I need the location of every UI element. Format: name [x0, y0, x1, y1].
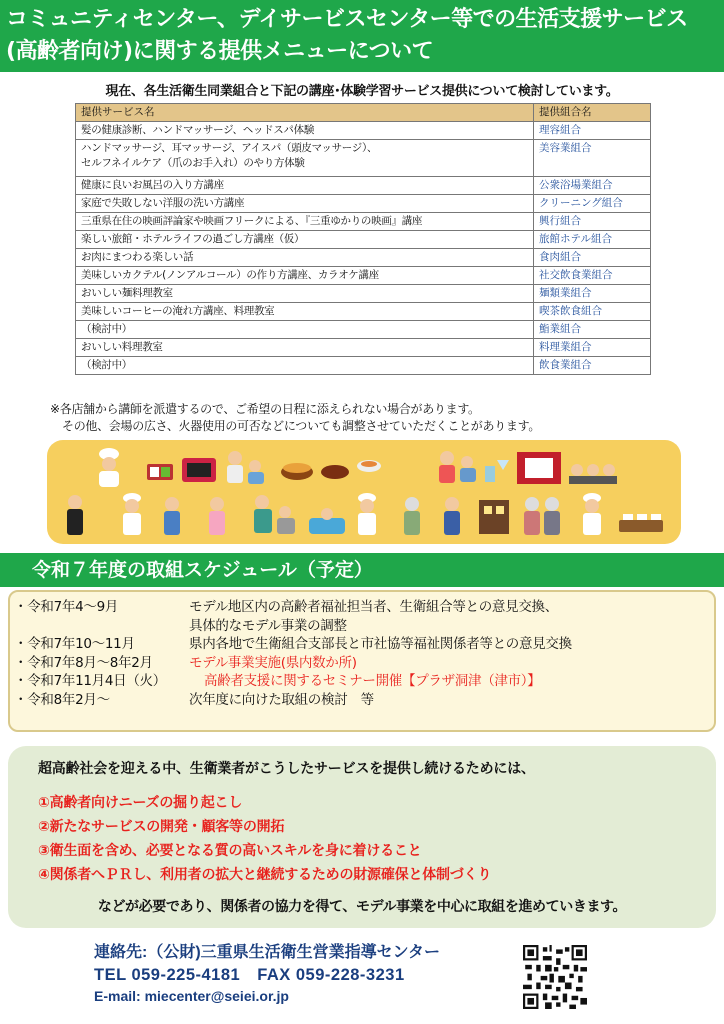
union-name: 食肉組合 [534, 249, 651, 267]
union-name: 理容組合 [534, 122, 651, 140]
schedule-desc: モデル事業実施(県内数か所) [189, 654, 357, 671]
table-row [76, 195, 651, 213]
union-name: 興行組合 [534, 213, 651, 231]
chef-cook-icon [123, 493, 141, 535]
schedule-box [8, 590, 716, 732]
illustration-panel [47, 440, 681, 544]
union-name: 料理業組合 [534, 339, 651, 357]
service-name-line-2: セルフネイルケア（爪のお手入れ）のやり方体験 [81, 157, 305, 169]
schedule-date: ・令和7年10～11月 [14, 636, 135, 652]
summary-point: ①高齢者向けニーズの掘り起こし [38, 795, 243, 811]
service-name: （検討中） [76, 357, 534, 375]
masseur-icon [164, 497, 180, 535]
title-line-1: コミュニティセンター、デイサービスセンター等での生活支援サービス [6, 7, 688, 32]
service-name: 健康に良いお風呂の入り方講座 [76, 177, 534, 195]
service-name: おいしい料理教室 [76, 339, 534, 357]
service-workers-illustration [47, 440, 681, 544]
waiter-icon [67, 495, 83, 535]
table-row [76, 231, 651, 249]
schedule-heading: 令和７年度の取組スケジュール（予定） [0, 553, 724, 587]
union-name: 美容業組合 [534, 140, 651, 177]
service-name: 美味しいカクテル(ノンアルコール）の作り方講座、カラオケ講座 [76, 267, 534, 285]
service-name: おいしい麺料理教室 [76, 285, 534, 303]
schedule-item [14, 672, 714, 691]
summary-point: ③衛生面を含め、必要となる質の高いスキルを身に着けること [38, 843, 422, 859]
steak-icon [321, 460, 381, 479]
union-name: 飲食業組合 [534, 357, 651, 375]
table-row [76, 357, 651, 375]
table-row [76, 285, 651, 303]
hairdresser-icon [439, 451, 476, 483]
schedule-item [14, 654, 714, 673]
bento-icon [147, 464, 173, 480]
schedule-date: ・令和7年8月～8年2月 [14, 654, 153, 671]
schedule-desc-line-2: 具体的なモデル事業の調整 [189, 617, 347, 634]
service-name-line-1: ハンドマッサージ、耳マッサージ、アイスパ（頭皮マッサージ）、 [81, 142, 378, 154]
barber-icon [227, 451, 264, 484]
table-row [76, 122, 651, 140]
schedule-desc: 高齢者支援に関するセミナー開催【プラザ洞津（津市）】 [204, 673, 541, 689]
table-row [76, 177, 651, 195]
sushi-icon [619, 514, 663, 532]
contact-org: 連絡先:（公財)三重県生活衛生営業指導センター [94, 944, 441, 961]
union-name: 麺類業組合 [534, 285, 651, 303]
drink-icon [485, 460, 509, 482]
table-row [76, 303, 651, 321]
union-name: 社交飲食業組合 [534, 267, 651, 285]
schedule-item [14, 635, 714, 654]
service-name: 家庭で失敗しない洋服の洗い方講座 [76, 195, 534, 213]
contact-email[interactable]: E-mail: miecenter@seiei.or.jp [94, 988, 289, 1004]
schedule-desc: モデル地区内の高齢者福祉担当者、生衛組合等との意見交換、 [189, 599, 558, 615]
note-line-1: ※各店舗から講師を派遣するので、ご希望の日程に添えられない場合があります。 [50, 402, 480, 416]
schedule-item [14, 598, 714, 617]
service-name: 美味しいコーヒーの淹れ方講座、料理教室 [76, 303, 534, 321]
schedule-date: ・令和7年4～9月 [14, 599, 119, 615]
title-banner [0, 0, 724, 72]
schedule-date: ・令和7年11月4日（火） [14, 673, 166, 689]
service-name: お肉にまつわる楽しい話 [76, 249, 534, 267]
oven-icon [182, 458, 216, 482]
table-row [76, 321, 651, 339]
service-table [75, 103, 651, 375]
union-name: 鮨業組合 [534, 321, 651, 339]
food-bowl-icon [281, 463, 313, 480]
title-line-2: (高齢者向け)に関する提供メニューについて [6, 39, 434, 64]
schedule-desc: 県内各地で生衛組合支部長と市社協等福祉関係者等との意見交換 [189, 636, 572, 652]
table-row [76, 267, 651, 285]
summary-lead: 超高齢社会を迎える中、生衛業者がこうしたサービスを提供し続けるためには、 [38, 761, 535, 777]
service-name [76, 140, 534, 177]
union-name: 喫茶飲食組合 [534, 303, 651, 321]
schedule-date: ・令和8年2月～ [14, 691, 110, 708]
summary-point: ②新たなサービスの開発・顧客等の開拓 [38, 819, 285, 835]
union-name: 公衆浴場業組合 [534, 177, 651, 195]
notes [50, 401, 540, 435]
schedule-desc: 次年度に向けた取組の検討 等 [189, 691, 374, 708]
noodle-chef-icon [358, 493, 376, 535]
table-row [76, 213, 651, 231]
service-name: （検討中） [76, 321, 534, 339]
table-row [76, 140, 651, 177]
massage-icon [254, 495, 295, 534]
elderly-couple-icon [524, 497, 560, 535]
contact-tel-fax: TEL 059-225-4181 FAX 059-228-3231 [94, 966, 405, 984]
elderly-icon [404, 497, 420, 535]
hotel-icon [479, 500, 509, 534]
intro-text: 現在、各生活衛生同業組合と下記の講座･体験学習サービス提供について検討しています。 [105, 84, 619, 99]
cinema-screen-icon [517, 452, 561, 484]
service-name: 楽しい旅館・ホテルライフの過ごし方講座（仮） [76, 231, 534, 249]
audience-icon [569, 464, 617, 484]
contact-block [94, 942, 440, 1006]
header-union: 提供組合名 [534, 104, 651, 122]
schedule-item [14, 691, 714, 710]
nurse-icon [209, 497, 225, 535]
summary-box [8, 746, 716, 928]
laundry-icon [444, 497, 460, 535]
bath-icon [309, 508, 345, 534]
union-name: 旅館ホテル組合 [534, 231, 651, 249]
note-line-2: その他、会場の広さ、火器使用の可否などについても調整させていただくことがあります。 [62, 419, 541, 433]
service-name: 三重県在住の映画評論家や映画フリークによる、『三重ゆかりの映画』講座 [76, 213, 534, 231]
header-service: 提供サービス名 [76, 104, 534, 122]
service-name: 髪の健康診断、ハンドマッサージ、ヘッドスパ体験 [76, 122, 534, 140]
schedule-item-cont [14, 617, 714, 636]
table-row [76, 249, 651, 267]
chef-icon [99, 448, 119, 487]
summary-point: ④関係者へＰＲし、利用者の拡大と継続するための財源確保と体制づくり [38, 867, 492, 883]
union-name: クリーニング組合 [534, 195, 651, 213]
table-row [76, 339, 651, 357]
qr-code-icon[interactable] [523, 945, 587, 1009]
table-header-row [76, 104, 651, 122]
summary-tail: などが必要であり、関係者の協力を得て、モデル事業を中心に取組を進めていきます。 [97, 899, 627, 915]
cook-icon [583, 493, 601, 535]
